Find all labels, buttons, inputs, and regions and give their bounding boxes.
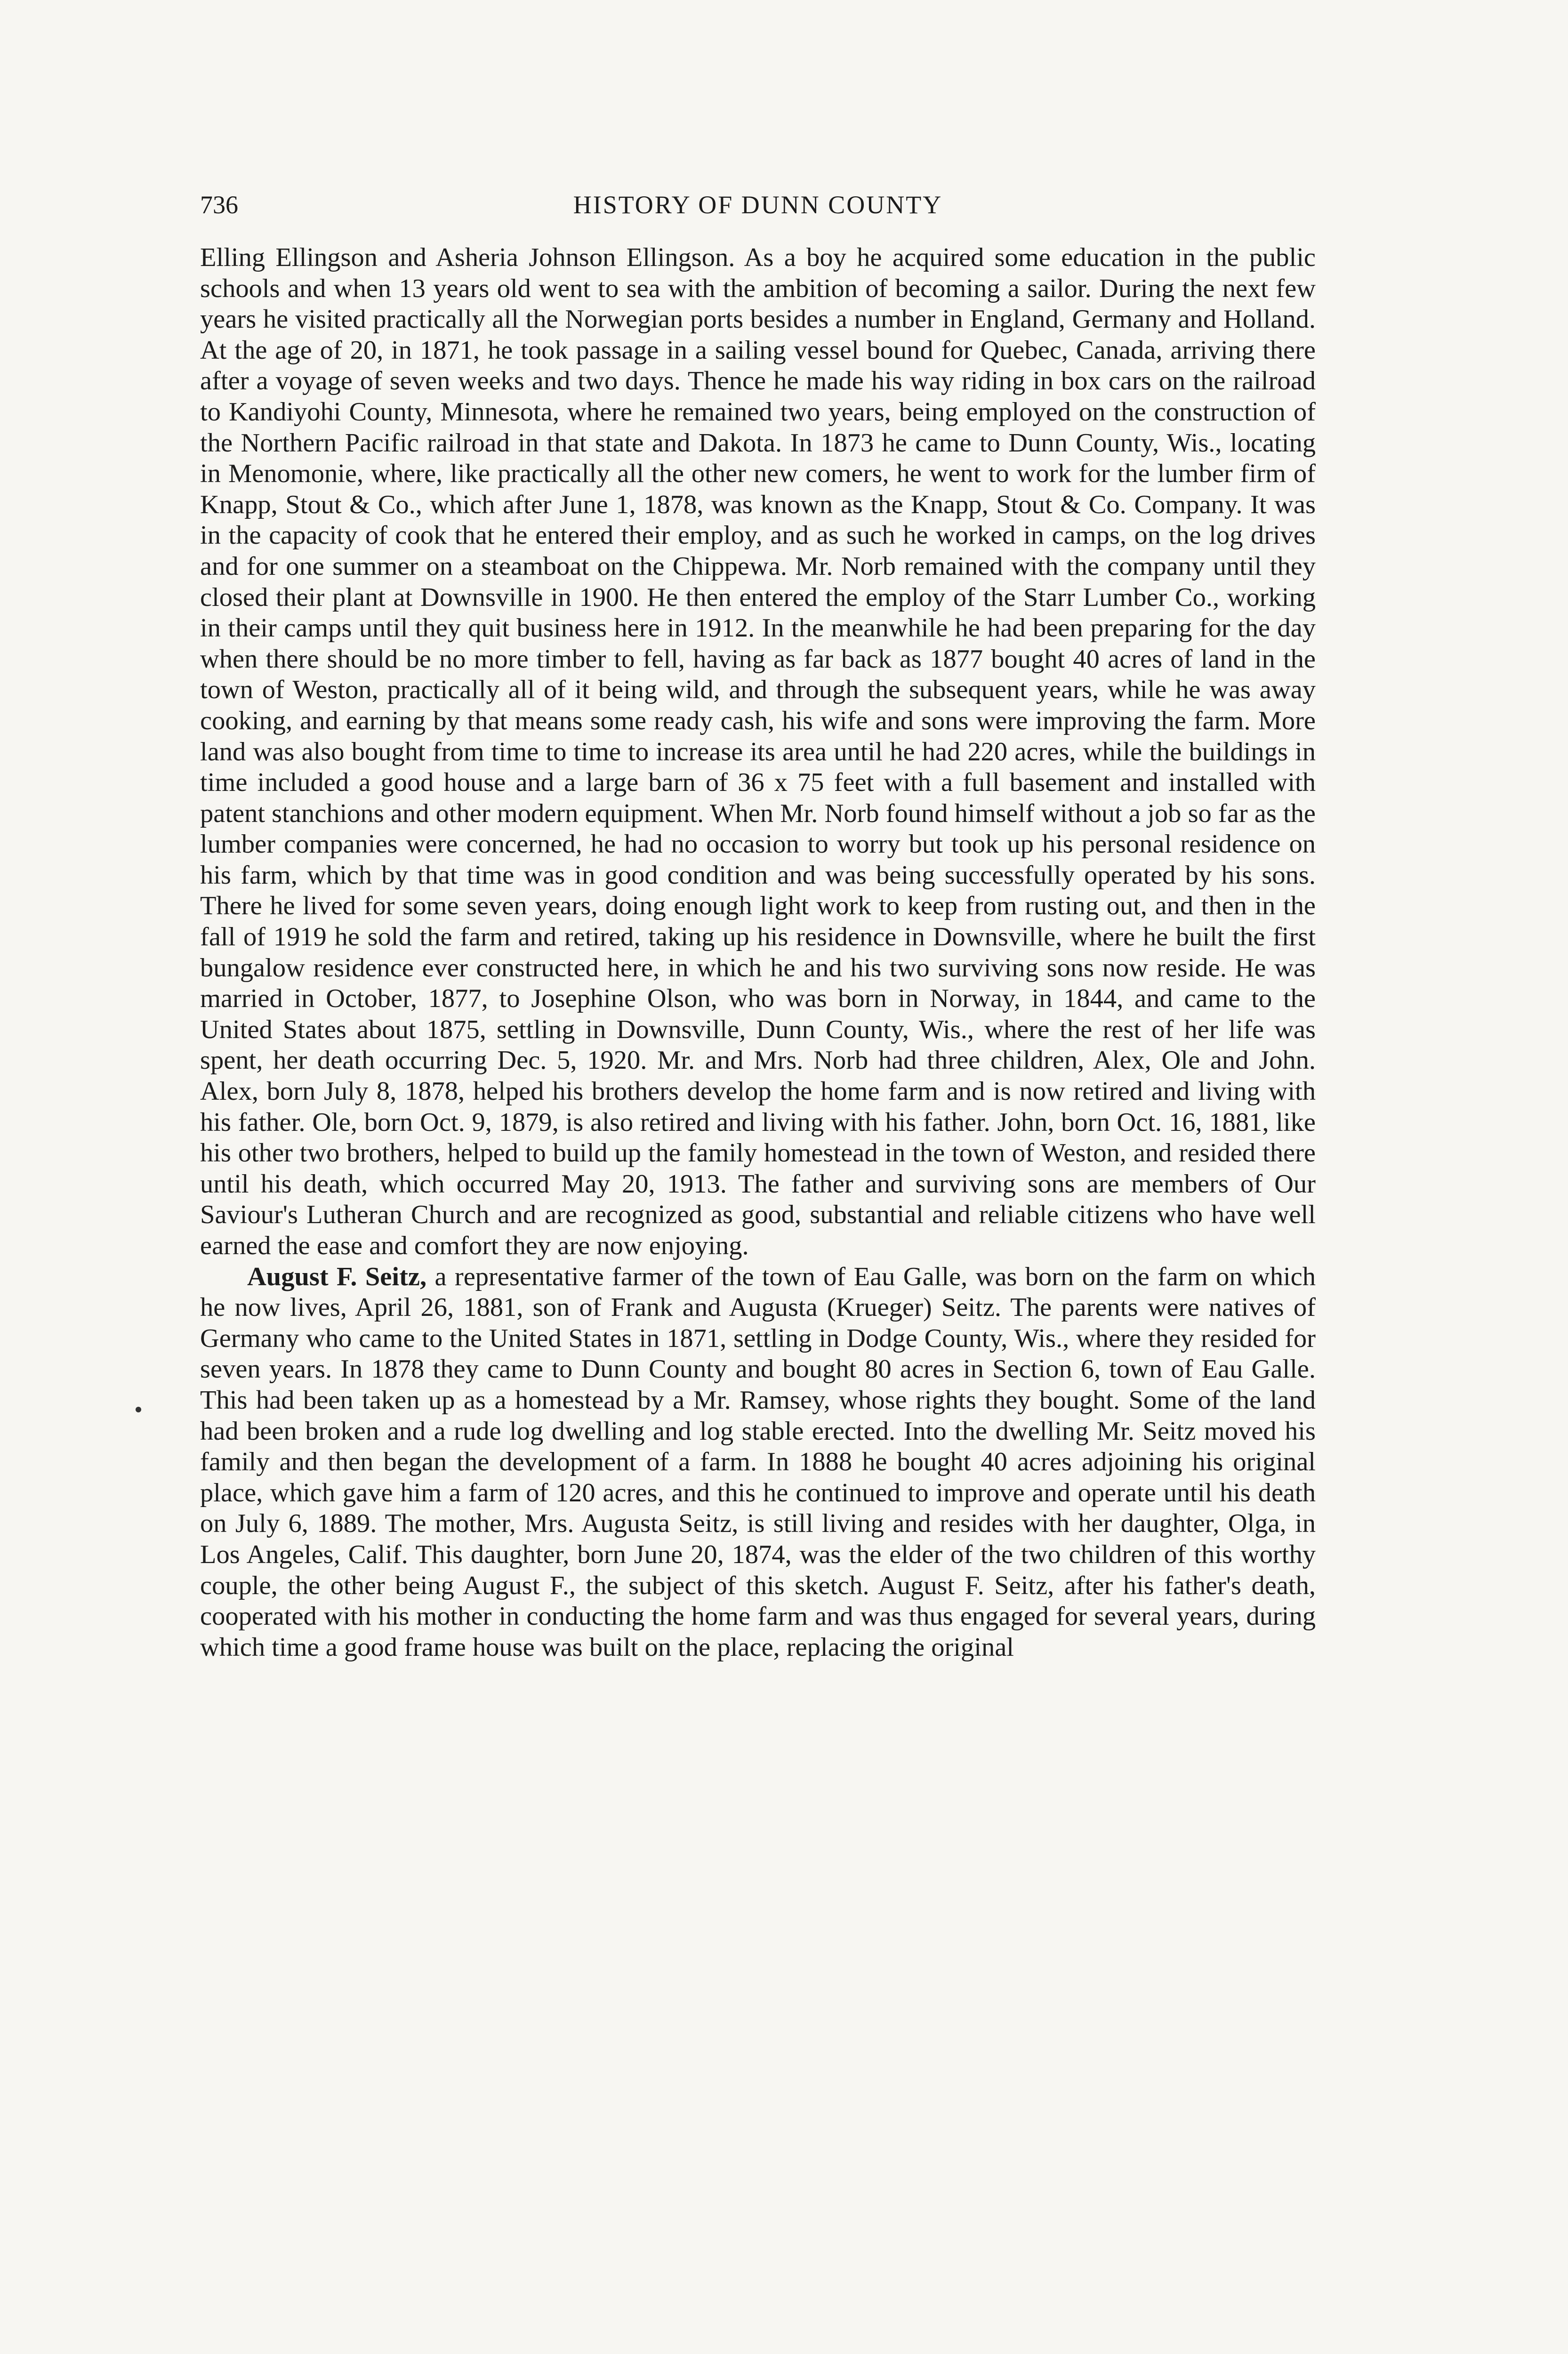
- paragraph-seitz: [200, 1262, 1316, 1663]
- page-header: [200, 186, 1316, 224]
- paragraph-text: Elling Ellingson and Asheria Johnson Ellingson. As a boy he acquired some education in the public schools and when 13 years old went to sea with the ambition of becoming a sailor. During the next few years he visited practically all the Norwegian ports besides a number in England, Germany and Holland. At the age of 20, in 1871, he took passage in a sailing vessel bound for Quebec, Canada, arriving there after a voyage of seven weeks and two days. Thence he made his way riding in box cars on the railroad to Kandiyohi County, Minnesota, where he remained two years, being employed on the construction of the Northern Pacific railroad in that state and Dakota. In 1873 he came to Dunn County, Wis., locating in Menomonie, where, like practically all the other new comers, he went to work for the lumber firm of Knapp, Stout & Co., which after June 1, 1878, was known as the Knapp, Stout & Co. Company. It was in the capacity of cook that he entered their employ, and as such he worked in camps, on the log drives and for one summer on a steamboat on the Chippewa. Mr. Norb remained with the company until they closed their plant at Downsville in 1900. He then entered the employ of the Starr Lumber Co., working in their camps until they quit business here in 1912. In the meanwhile he had been preparing for the day when there should be no more timber to fell, having as far back as 1877 bought 40 acres of land in the town of Weston, practically all of it being wild, and through the subsequent years, while he was away cooking, and earning by that means some ready cash, his wife and sons were improving the farm. More land was also bought from time to time to increase its area until he had 220 acres, while the buildings in time included a good house and a large barn of 36 x 75 feet with a full basement and installed with patent stanchions and other modern equipment. When Mr. Norb found himself without a job so far as the lumber companies were concerned, he had no occasion to worry but took up his personal residence on his farm, which by that time was in good condition and was being successfully operated by his sons. There he lived for some seven years, doing enough light work to keep from rusting out, and then in the fall of 1919 he sold the farm and retired, taking up his residence in Downsville, where he built the first bungalow residence ever constructed here, in which he and his two surviving sons now reside. He was married in October, 1877, to Josephine Olson, who was born in Norway, in 1844, and came to the United States about 1875, settling in Downsville, Dunn County, Wis., where the rest of her life was spent, her death occurring Dec. 5, 1920. Mr. and Mrs. Norb had three children, Alex, Ole and John. Alex, born July 8, 1878, helped his brothers develop the home farm and is now retired and living with his father. Ole, born Oct. 9, 1879, is also retired and living with his father. John, born Oct. 16, 1881, like his other two brothers, helped to build up the family homestead in the town of Weston, and resided there until his death, which occurred May 20, 1913. The father and surviving sons are members of Our Saviour's Lutheran Church and are recognized as good, substantial and reliable citizens who have well earned the ease and comfort they are now enjoying.: [200, 243, 1316, 1260]
- paragraph-norb: [200, 242, 1316, 1262]
- page-number: 736: [200, 191, 238, 219]
- running-head: HISTORY OF DUNN COUNTY: [573, 191, 943, 219]
- biography-subject-name: August F. Seitz,: [247, 1262, 427, 1291]
- body-text: [200, 242, 1316, 1663]
- paragraph-text: a representative farmer of the town of Eau Galle, was born on the farm on which he now lives, April 26, 1881, son of Frank and Augusta (Krueger) Seitz. The parents were natives of Germany who came to the United States in 1871, settling in Dodge County, Wis., where they resided for seven years. In 1878 they came to Dunn County and bought 80 acres in Section 6, town of Eau Galle. This had been taken up as a homestead by a Mr. Ramsey, whose rights they bought. Some of the land had been broken and a rude log dwelling and log stable erected. Into the dwelling Mr. Seitz moved his family and then began the development of a farm. In 1888 he bought 40 acres adjoining his original place, which gave him a farm of 120 acres, and this he continued to improve and operate until his death on July 6, 1889. The mother, Mrs. Augusta Seitz, is still living and resides with her daughter, Olga, in Los Angeles, Calif. This daughter, born June 20, 1874, was the elder of the two children of this worthy couple, the other being August F., the subject of this sketch. August F. Seitz, after his father's death, cooperated with his mother in conducting the home farm and was thus engaged for several years, during which time a good frame house was built on the place, replacing the original: [200, 1262, 1316, 1662]
- margin-dot: [136, 1407, 141, 1412]
